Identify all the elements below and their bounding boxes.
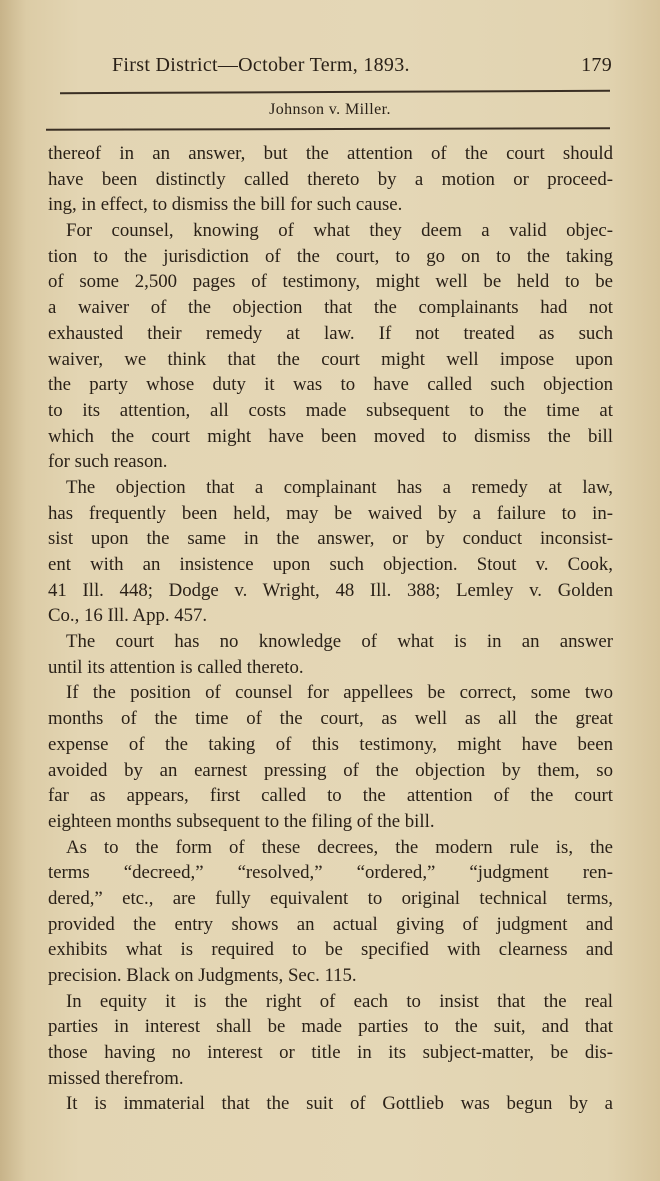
text-line: ent with an insistence upon such objection. Stout v. Cook, <box>48 554 613 575</box>
header-rule-bottom <box>46 127 610 130</box>
text-line: The objection that a complainant has a remedy at law, <box>66 476 613 498</box>
text-line: has frequently been held, may be waived by a failure to in- <box>48 502 613 524</box>
text-line: which the court might have been moved to dismiss the bill <box>48 425 613 447</box>
text-line: months of the time of the court, as well as all the great <box>48 708 613 730</box>
text-line: until its attention is called thereto. <box>48 656 304 678</box>
body-text <box>48 141 613 1117</box>
text-line: If the position of counsel for appellees be correct, some two <box>66 682 613 704</box>
text-line: eighteen months subsequent to the filing of the bill. <box>48 810 435 832</box>
text-line: ing, in effect, to dismiss the bill for such cause. <box>48 194 403 216</box>
text-line: precision. Black on Judgments, Sec. 115. <box>48 965 357 986</box>
text-line: provided the entry shows an actual giving of judgment and <box>48 913 613 935</box>
header-rule-top <box>60 90 610 94</box>
text-line: Co., 16 Ill. App. 457. <box>48 605 208 627</box>
text-line: In equity it is the right of each to insist that the real <box>66 990 613 1012</box>
text-line: The court has no knowledge of what is in an answer <box>66 631 613 653</box>
text-line: As to the form of these decrees, the modern rule is, the <box>66 836 613 858</box>
text-line: a waiver of the objection that the complainants had not <box>48 297 613 319</box>
text-line: dered,” etc., are fully equivalent to original technical terms, <box>48 887 613 909</box>
text-line: 41 Ill. 448; Dodge v. Wright, 48 Ill. 388; Lemley v. Golden <box>48 579 613 601</box>
text-line: expense of the taking of this testimony, might have been <box>48 733 613 755</box>
text-line: avoided by an earnest pressing of the objection by them, so <box>48 759 613 781</box>
text-line: sist upon the same in the answer, or by conduct inconsist- <box>48 528 613 550</box>
case-title: Johnson v. Miller. <box>269 101 391 118</box>
running-title: First District—October Term, 1893. <box>112 54 410 76</box>
text-line: exhausted their remedy at law. If not treated as such <box>48 322 613 344</box>
text-line: exhibits what is required to be specified with clearness and <box>48 939 613 961</box>
text-line: of some 2,500 pages of testimony, might well be held to be <box>48 271 613 293</box>
text-line: It is immaterial that the suit of Gottlieb was begun by a <box>66 1093 613 1115</box>
text-line: far as appears, first called to the attention of the court <box>48 785 613 807</box>
page-number: 179 <box>581 54 612 76</box>
text-line: parties in interest shall be made parties to the suit, and that <box>48 1016 613 1038</box>
text-line: terms “decreed,” “resolved,” “ordered,” “judgment ren- <box>48 862 613 884</box>
running-head <box>112 54 612 77</box>
text-line: to its attention, all costs made subsequent to the time at <box>48 399 613 421</box>
text-line: for such reason. <box>48 451 168 473</box>
text-line: tion to the jurisdiction of the court, to go on to the taking <box>48 245 613 267</box>
text-line: waiver, we think that the court might well impose upon <box>48 348 613 370</box>
text-line: thereof in an answer, but the attention of the court should <box>48 143 613 164</box>
text-line: have been distinctly called thereto by a motion or proceed- <box>48 168 613 190</box>
text-line: those having no interest or title in its subject-matter, be dis- <box>48 1042 613 1064</box>
text-line: the party whose duty it was to have called such objection <box>48 374 613 396</box>
text-line: missed therefrom. <box>48 1067 184 1089</box>
text-line: For counsel, knowing of what they deem a valid objec- <box>66 220 613 242</box>
